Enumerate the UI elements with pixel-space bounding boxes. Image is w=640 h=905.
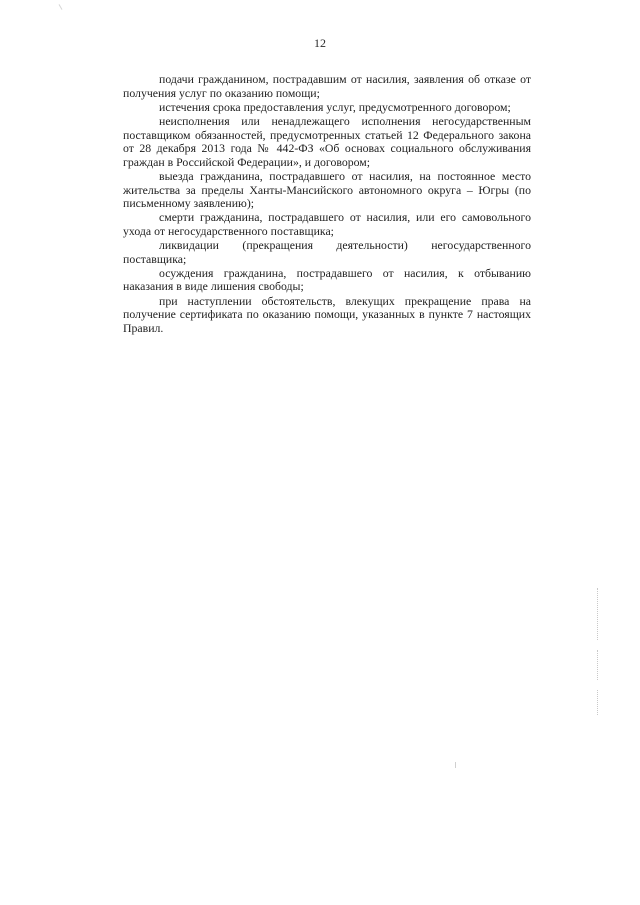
paragraph-other-circumstances: при наступлении обстоятельств, влекущих прекращение права на получение сертификата по оказанию помощи, указанных в пункте 7 настоящих Правил.	[123, 293, 531, 335]
scan-artifact	[597, 588, 599, 640]
page-number: 12	[314, 36, 326, 50]
scan-artifact	[597, 690, 599, 715]
paragraph-liquidation: ликвидации (прекращения деятельности) негосударственного поставщика;	[123, 238, 531, 266]
scan-artifact	[59, 4, 63, 10]
paragraph-non-performance: неисполнения или ненадлежащего исполнения негосударственным поставщиком обязанностей, предусмотренных статьей 12 Федерального закона от 28 декабря 2013 года № 442-ФЗ «Об основах социального обслуживания граждан в Российской Федерации», и договором;	[123, 113, 531, 169]
paragraph-relocation: выезда гражданина, пострадавшего от насилия, на постоянное место жительства за пределы Ханты-Мансийского автономного округа – Югры (по письменному заявлению);	[123, 168, 531, 211]
paragraph-conviction: осуждения гражданина, пострадавшего от насилия, к отбыванию наказания в виде лишения свободы;	[123, 265, 531, 294]
paragraph-refusal: подачи гражданином, пострадавшим от насилия, заявления об отказе от получения услуг по оказанию помощи;	[123, 72, 531, 100]
scan-artifact	[597, 650, 599, 680]
scan-artifact	[455, 762, 456, 768]
paragraph-term-expiry: истечения срока предоставления услуг, предусмотренного договором;	[159, 99, 511, 114]
paragraph-death-or-departure: смерти гражданина, пострадавшего от насилия, или его самовольного ухода от негосударственного поставщика;	[123, 210, 531, 238]
document-body	[123, 73, 531, 336]
